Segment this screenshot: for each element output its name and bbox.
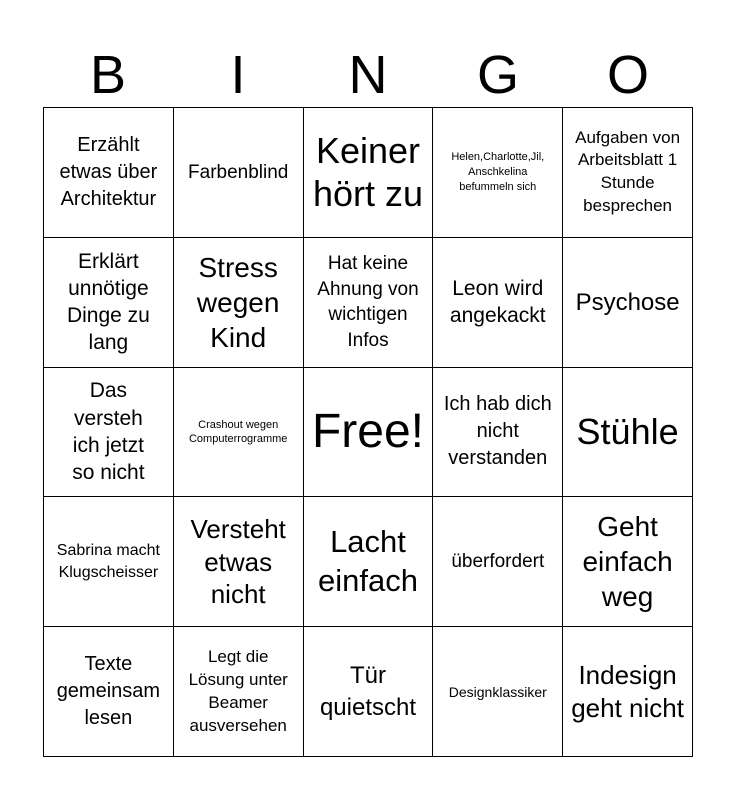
bingo-cell[interactable]: Crashout wegen Computerrogramme xyxy=(174,368,304,498)
bingo-cell[interactable]: Erklärt unnötige Dinge zu lang xyxy=(44,238,174,368)
bingo-cell[interactable]: Das versteh ich jetzt so nicht xyxy=(44,368,174,498)
bingo-cell[interactable]: überfordert xyxy=(433,497,563,627)
bingo-header xyxy=(43,42,693,108)
bingo-cell[interactable]: Geht einfach weg xyxy=(563,497,693,627)
bingo-free-cell[interactable]: Free! xyxy=(304,368,434,498)
bingo-cell[interactable]: Keiner hört zu xyxy=(304,108,434,238)
header-letter-g: G xyxy=(476,45,519,105)
header-letter-o: O xyxy=(606,45,649,105)
bingo-cell[interactable]: Psychose xyxy=(563,238,693,368)
bingo-cell[interactable]: Designklassiker xyxy=(433,627,563,757)
bingo-cell[interactable]: Tür quietscht xyxy=(304,627,434,757)
bingo-cell[interactable]: Hat keine Ahnung von wichtigen Infos xyxy=(304,238,434,368)
header-letter-n: N xyxy=(348,45,388,105)
bingo-cell[interactable]: Helen,Charlotte,Jil, Anschkelina befummeln sich xyxy=(433,108,563,238)
bingo-cell[interactable]: Indesign geht nicht xyxy=(563,627,693,757)
bingo-cell[interactable]: Farbenblind xyxy=(174,108,304,238)
bingo-cell[interactable]: Legt die Lösung unter Beamer ausversehen xyxy=(174,627,304,757)
bingo-cell[interactable]: Stühle xyxy=(563,368,693,498)
header-letter-i: I xyxy=(230,45,246,105)
bingo-cell[interactable]: Lacht einfach xyxy=(304,497,434,627)
bingo-cell[interactable]: Texte gemeinsam lesen xyxy=(44,627,174,757)
bingo-cell[interactable]: Aufgaben von Arbeitsblatt 1 Stunde besprechen xyxy=(563,108,693,238)
bingo-cell[interactable]: Ich hab dich nicht verstanden xyxy=(433,368,563,498)
bingo-cell[interactable]: Leon wird angekackt xyxy=(433,238,563,368)
header-letter-b: B xyxy=(89,45,127,105)
bingo-cell[interactable]: Stress wegen Kind xyxy=(174,238,304,368)
bingo-cell[interactable]: Versteht etwas nicht xyxy=(174,497,304,627)
bingo-cell[interactable]: Sabrina macht Klugscheisser xyxy=(44,497,174,627)
bingo-cell[interactable]: Erzählt etwas über Architektur xyxy=(44,108,174,238)
bingo-board xyxy=(43,107,693,757)
